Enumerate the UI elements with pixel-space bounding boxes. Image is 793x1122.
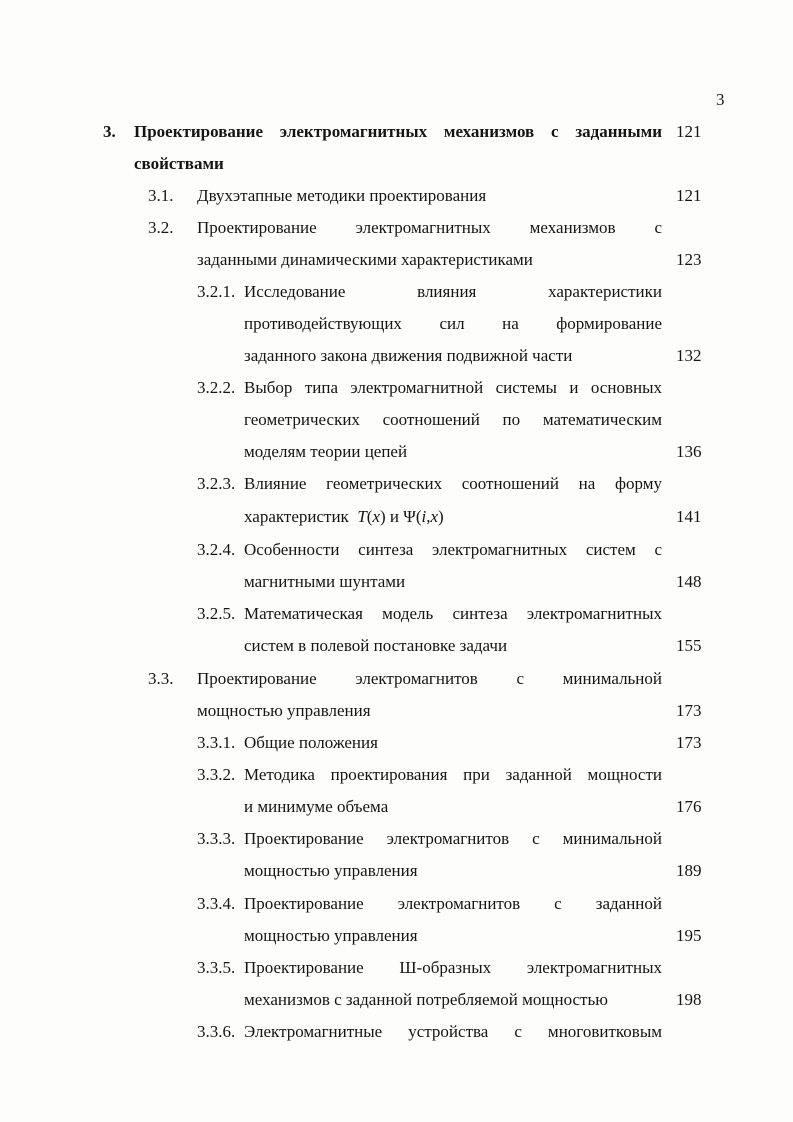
entry-number: 3.2. — [148, 218, 174, 237]
entry-title: Выбор типа электромагнитной системы и основных — [244, 378, 662, 397]
entry-number: 3.3.4. — [197, 894, 236, 913]
entry-title: Проектирование электромагнитных механизмов с заданными — [134, 122, 662, 141]
entry-number: 3.3.5. — [197, 958, 236, 977]
entry-title-continued: противодействующих сил на формирование — [244, 314, 662, 333]
entry-title: Исследование влияния характеристики — [244, 282, 662, 301]
entry-title: Проектирование электромагнитов с заданной — [244, 894, 662, 913]
entry-title: Проектирование Ш-образных электромагнитных — [244, 958, 662, 977]
entry-title-continued: механизмов с заданной потребляемой мощностью — [244, 990, 608, 1009]
entry-title: Методика проектирования при заданной мощности — [244, 765, 662, 784]
variable-i: i — [421, 507, 427, 526]
entry-title-continued: заданного закона движения подвижной части — [244, 346, 573, 365]
entry-number: 3.3.6. — [197, 1022, 236, 1041]
entry-number: 3.3.2. — [197, 765, 236, 784]
entry-title-continued: и минимуме объема — [244, 797, 389, 816]
entry-page: 198 — [676, 990, 702, 1009]
entry-number: 3. — [103, 122, 116, 141]
entry-title: Проектирование электромагнитных механизмов с — [197, 218, 662, 237]
entry-page: 123 — [676, 250, 702, 269]
function-psi: Ψ — [403, 507, 416, 526]
entry-title: Математическая модель синтеза электромагнитных — [244, 604, 662, 623]
entry-page: 121 — [676, 122, 702, 141]
entry-page: 176 — [676, 797, 702, 816]
conjunction: и — [389, 507, 400, 526]
variable-x: x — [372, 507, 380, 526]
function-t: T — [357, 507, 367, 526]
entry-title-continued: моделям теории цепей — [244, 442, 408, 461]
entry-number: 3.3.3. — [197, 829, 236, 848]
entry-title: Общие положения — [244, 733, 378, 752]
entry-page: 173 — [676, 701, 702, 720]
entry-title: Электромагнитные устройства с многовитковым — [244, 1022, 662, 1041]
entry-page: 132 — [676, 346, 702, 365]
entry-number: 3.2.1. — [197, 282, 236, 301]
entry-title-continued: геометрических соотношений по математическим — [244, 410, 662, 429]
entry-page: 189 — [676, 861, 702, 880]
entry-page: 141 — [676, 507, 702, 526]
entry-number: 3.3.1. — [197, 733, 236, 752]
entry-number: 3.2.5. — [197, 604, 236, 623]
entry-page: 148 — [676, 572, 702, 591]
entry-title-continued: мощностью управления — [244, 926, 418, 945]
entry-title-continued: заданными динамическими характеристиками — [197, 250, 533, 269]
entry-title: Проектирование электромагнитов с минимальной — [244, 829, 662, 848]
entry-title-continued: систем в полевой постановке задачи — [244, 636, 508, 655]
entry-title-continued: мощностью управления — [244, 861, 418, 880]
text-prefix: характеристик — [244, 507, 349, 526]
entry-page: 195 — [676, 926, 702, 945]
entry-page: 173 — [676, 733, 702, 752]
entry-title-continued: свойствами — [134, 154, 224, 173]
entry-page: 155 — [676, 636, 702, 655]
entry-number: 3.2.2. — [197, 378, 236, 397]
page-number: 3 — [716, 90, 725, 109]
entry-number: 3.3. — [148, 669, 174, 688]
entry-title: Двухэтапные методики проектирования — [197, 186, 487, 205]
entry-page: 121 — [676, 186, 702, 205]
entry-page: 136 — [676, 442, 702, 461]
variable-x: x — [430, 507, 439, 526]
entry-number: 3.2.3. — [197, 474, 236, 493]
entry-number: 3.1. — [148, 186, 174, 205]
entry-title: Особенности синтеза электромагнитных систем с — [244, 540, 662, 559]
entry-title-continued: характеристик T(x) и Ψ(i,x) — [244, 507, 444, 526]
entry-title-continued: магнитными шунтами — [244, 572, 406, 591]
entry-title-continued: мощностью управления — [197, 701, 371, 720]
entry-title: Проектирование электромагнитов с минимальной — [197, 669, 662, 688]
entry-title: Влияние геометрических соотношений на форму — [244, 474, 662, 493]
entry-number: 3.2.4. — [197, 540, 236, 559]
